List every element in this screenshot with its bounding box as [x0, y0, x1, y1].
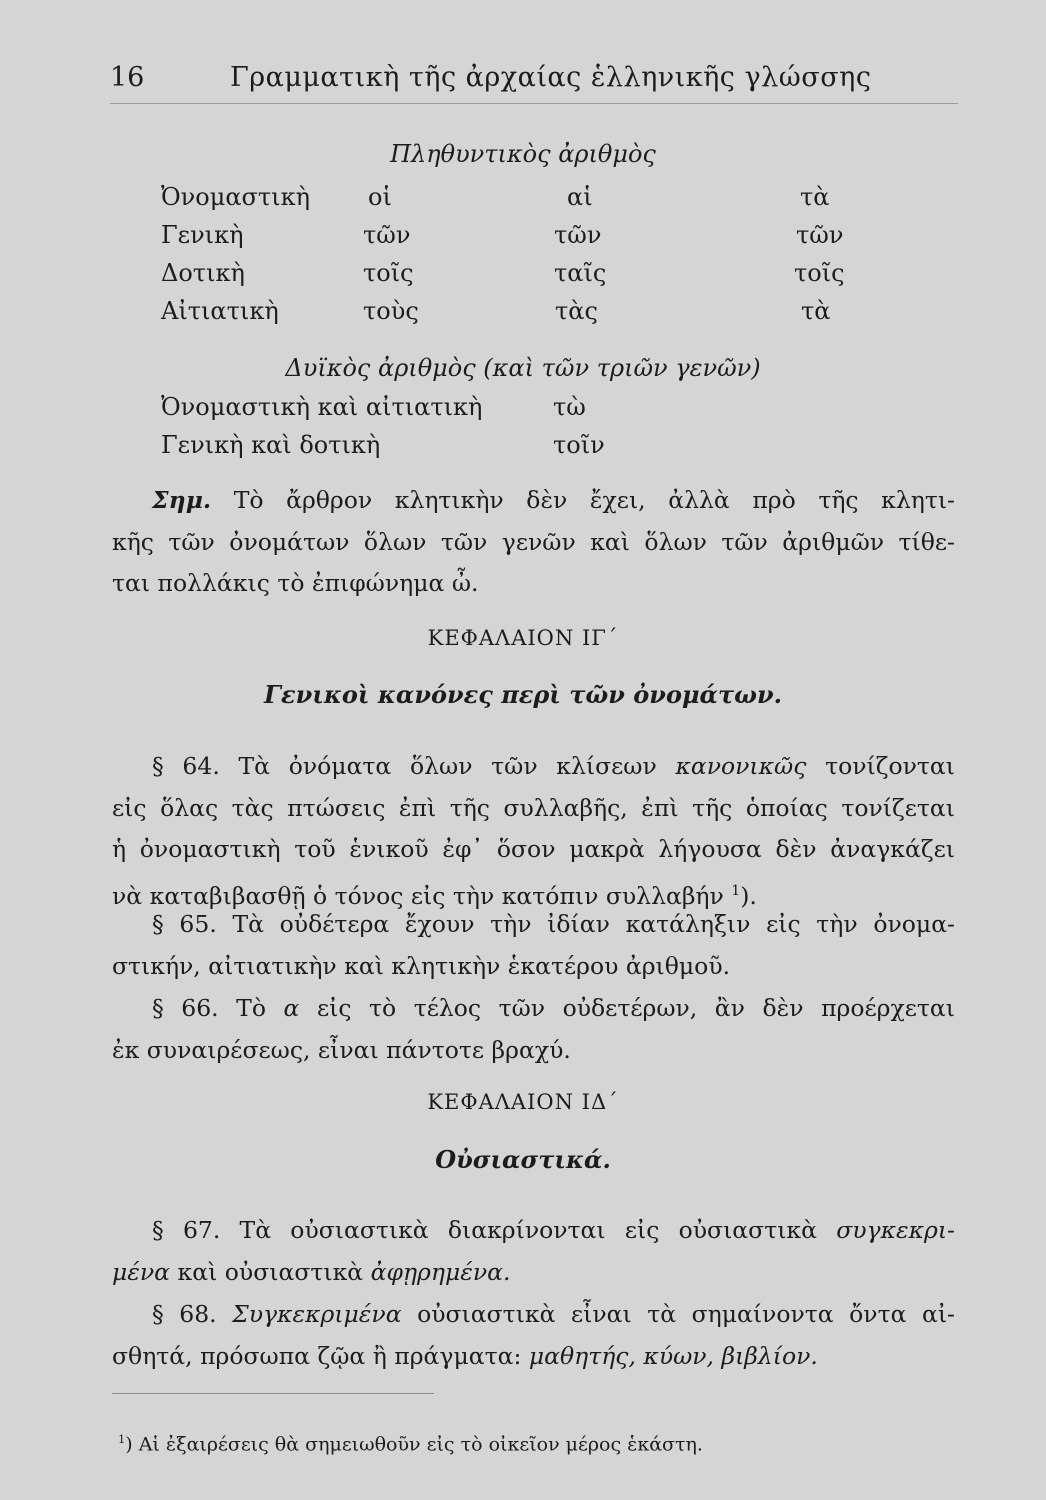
- plural-row-genitive: [0, 221, 1046, 257]
- section-66-line: ἐκ συναιρέσεως, εἶναι πάντοτε βραχύ.: [112, 1035, 571, 1064]
- masc-form: οἱ: [368, 183, 392, 211]
- dual-row-gen-dat: [0, 431, 1046, 467]
- dual-caption: Δυϊκὸς ἀριθμὸς (καὶ τῶν τριῶν γενῶν): [285, 354, 761, 382]
- section-68: [112, 1294, 955, 1377]
- page-number: 16: [110, 62, 145, 93]
- note-paragraph: [112, 480, 955, 605]
- case-label: Ὀνομαστικὴ καὶ αἰτιατικὴ: [161, 393, 483, 421]
- section-67-emphasis: ἀφῃρημένα.: [370, 1257, 511, 1286]
- case-label: Γενικὴ καὶ δοτικὴ: [161, 431, 381, 459]
- running-title: Γραμματικὴ τῆς ἀρχαίας ἑλληνικῆς γλώσσης: [230, 62, 872, 93]
- case-label: Δοτικὴ: [161, 259, 245, 287]
- dual-row-nom-acc: [0, 393, 1046, 429]
- section-65-line: § 65. Τὰ οὐδέτερα ἔχουν τὴν ἰδίαν κατάληξιν εἰς τὴν ὀνομα-: [152, 910, 955, 938]
- footnote-rule: [112, 1393, 434, 1394]
- section-66-lead: § 66. Τὸ: [152, 994, 267, 1022]
- note-line: ται πολλάκις τὸ ἐπιφώνημα ὦ.: [112, 569, 479, 597]
- dual-form: τὼ: [553, 393, 586, 421]
- section-64-emphasis: κανονικῶς: [675, 752, 807, 780]
- footnote-text: Αἱ ἐξαιρέσεις θὰ σημειωθοῦν εἰς τὸ οἰκεῖον μέρος ἑκάστη.: [138, 1433, 703, 1456]
- section-68-lead: § 68.: [152, 1300, 217, 1328]
- section-67-mid: καὶ οὐσιαστικὰ: [177, 1257, 364, 1286]
- section-67-emphasis: μένα: [112, 1257, 171, 1286]
- neut-form: τὰ: [801, 297, 831, 325]
- section-66: [112, 988, 955, 1071]
- section-67: [112, 1210, 955, 1293]
- fem-form: αἱ: [567, 183, 593, 211]
- plural-row-accusative: [0, 297, 1046, 333]
- masc-form: τοῖς: [363, 259, 414, 287]
- fem-form: ταῖς: [554, 259, 607, 287]
- section-64: § 64. Τὰ ὀνόματα ὅλων τῶν κλίσεων κανονικῶς τονίζονται εἰς ὅλας τὰς πτώσεις ἐπὶ τῆς συλλαβῆς, ἐπὶ τῆς ὁποίας τονίζεται ἡ ὀνομαστικὴ τοῦ ἑνικοῦ ἐφ᾽ ὅσον μακρὰ λήγουσα δὲν ἀναγκάζει νὰ καταβιβασθῇ ὁ τόνος εἰς τὴν κατόπιν συλλαβήν $^1$).: [112, 752, 955, 910]
- case-label: Ὀνομαστικὴ: [161, 183, 310, 211]
- section-68-examples: μαθητής, κύων, βιβλίον.: [528, 1341, 818, 1370]
- case-label: Γενικὴ: [161, 221, 244, 249]
- masc-form: τοὺς: [363, 297, 419, 325]
- chapter-title: Γενικοὶ κανόνες περὶ τῶν ὀνομάτων.: [264, 680, 782, 709]
- footnote-mark: 1: [731, 882, 741, 899]
- plural-row-dative: [0, 259, 1046, 295]
- section-64-line: εἰς ὅλας τὰς πτώσεις ἐπὶ τῆς συλλαβῆς, ἐπὶ τῆς ὁποίας τονίζεται: [112, 793, 955, 822]
- section-68-emphasis: Συγκεκριμένα: [232, 1300, 402, 1328]
- plural-row-nominative: [0, 183, 1046, 219]
- footnote-number: 1: [118, 1432, 126, 1446]
- chapter-title: Οὐσιαστικά.: [435, 1145, 611, 1174]
- section-67-emphasis: συγκεκρι-: [836, 1216, 955, 1244]
- note-line: Τὸ ἄρθρον κλητικὴν δὲν ἔχει, ἀλλὰ πρὸ τῆς κλητι-: [233, 486, 955, 514]
- header-rule: [110, 103, 958, 104]
- chapter-heading: ΚΕΦΑΛΑΙΟΝ ΙΓ΄: [427, 626, 619, 650]
- masc-form: τῶν: [363, 221, 411, 249]
- plural-caption: Πληθυντικὸς ἀριθμὸς: [390, 140, 656, 168]
- footnote: $^1$) Αἱ ἐξαιρέσεις θὰ σημειωθοῦν εἰς τὸ οἰκεῖον μέρος ἑκάστη.: [118, 1432, 703, 1456]
- section-68-line: σθητά, πρόσωπα ζῷα ἢ πράγματα:: [112, 1341, 522, 1370]
- section-64-line: ἡ ὀνομαστικὴ τοῦ ἑνικοῦ ἐφ᾽ ὅσον μακρὰ λήγουσα δὲν ἀναγκάζει: [112, 835, 955, 863]
- section-64-lead: § 64. Τὰ ὀνόματα ὅλων τῶν κλίσεων: [152, 752, 657, 780]
- dual-form: τοῖν: [553, 431, 605, 459]
- fem-form: τὰς: [555, 297, 598, 325]
- section-66-rest: εἰς τὸ τέλος τῶν οὐδετέρων, ἂν δὲν προέρχεται: [316, 994, 955, 1022]
- fem-form: τῶν: [554, 221, 602, 249]
- chapter-heading: ΚΕΦΑΛΑΙΟΝ ΙΔ΄: [427, 1090, 619, 1114]
- running-header: [110, 62, 960, 102]
- neut-form: τῶν: [796, 221, 844, 249]
- section-64-rest: τονίζονται: [825, 752, 955, 780]
- neut-form: τοῖς: [794, 259, 845, 287]
- neut-form: τὰ: [800, 183, 830, 211]
- section-68-rest: οὐσιαστικὰ εἶναι τὰ σημαίνοντα ὄντα αἰ-: [417, 1300, 955, 1328]
- section-65-line: στικήν, αἰτιατικὴν καὶ κλητικὴν ἑκατέρου ἀριθμοῦ.: [112, 951, 731, 980]
- section-65: [112, 904, 955, 987]
- section-67-lead: § 67. Τὰ οὐσιαστικὰ διακρίνονται εἰς οὐσιαστικὰ: [152, 1216, 817, 1244]
- section-64-last: νὰ καταβιβασθῇ ὁ τόνος εἰς τὴν κατόπιν συλλαβήν: [112, 881, 724, 910]
- section-66-emphasis: α: [283, 994, 300, 1022]
- case-label: Αἰτιατικὴ: [161, 297, 279, 325]
- note-line: κῆς τῶν ὀνομάτων ὅλων τῶν γενῶν καὶ ὅλων τῶν ἀριθμῶν τίθε-: [112, 527, 955, 556]
- note-label: Σημ.: [152, 486, 212, 514]
